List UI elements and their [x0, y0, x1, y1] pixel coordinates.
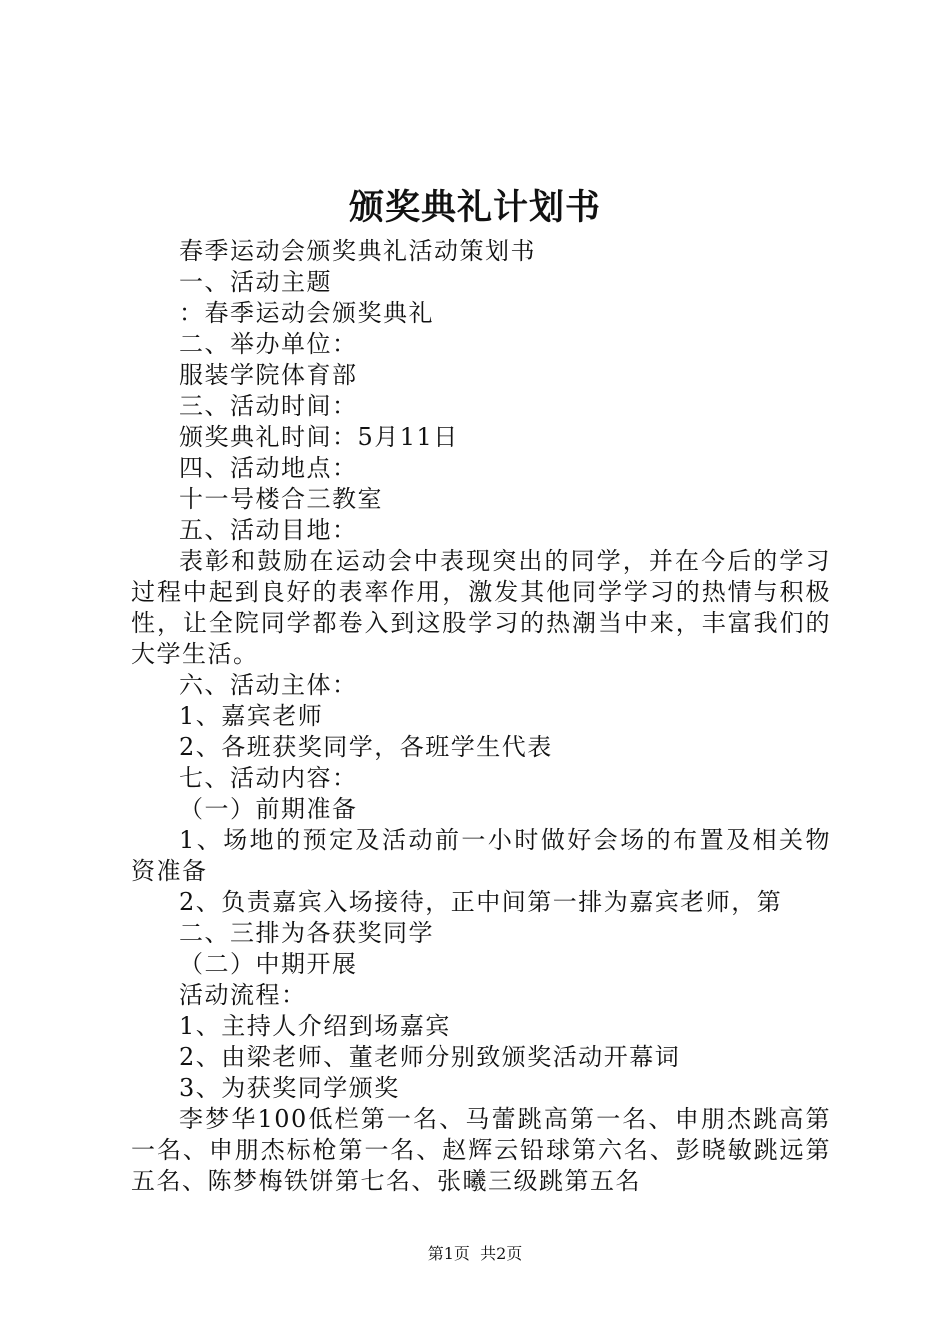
paragraph: 二、举办单位： [179, 330, 358, 358]
paragraph: 十一号楼合三教室 [179, 485, 383, 513]
paragraph: 1、嘉宾老师 [179, 702, 324, 730]
paragraph: 1、场地的预定及活动前一小时做好会场的布置及相关物资准备 [131, 826, 831, 885]
paragraph: 服装学院体育部 [179, 361, 358, 389]
paragraph: 三、活动时间： [179, 392, 358, 420]
paragraph: 3、为获奖同学颁奖 [179, 1074, 400, 1102]
page-footer [0, 1243, 950, 1265]
paragraph: 2、负责嘉宾入场接待，正中间第一排为嘉宾老师，第 [179, 888, 783, 916]
paragraph: 七、活动内容： [179, 764, 358, 792]
paragraph: 一、活动主题 [179, 268, 332, 296]
paragraph: 2、由梁老师、董老师分别致颁奖活动开幕词 [179, 1043, 681, 1071]
paragraph: 2、各班获奖同学，各班学生代表 [179, 733, 553, 761]
paragraph: （二）中期开展 [179, 950, 358, 978]
paragraph: （一）前期准备 [179, 795, 358, 823]
paragraph: 表彰和鼓励在运动会中表现突出的同学，并在今后的学习过程中起到良好的表率作用，激发其他同学学习的热情与积极性，让全院同学都卷入到这股学习的热潮当中来，丰富我们的大学生活。 [131, 547, 831, 668]
page-number-total: 共2页 [480, 1244, 523, 1263]
page-number-current: 第1页 [427, 1244, 470, 1263]
paragraph: 二、三排为各获奖同学 [179, 919, 434, 947]
paragraph: 春季运动会颁奖典礼活动策划书 [179, 237, 536, 265]
paragraph: 四、活动地点： [179, 454, 358, 482]
paragraph: ：春季运动会颁奖典礼 [179, 299, 434, 327]
document-body [131, 236, 831, 1197]
paragraph: 颁奖典礼时间：5月11日 [179, 423, 459, 451]
paragraph: 李梦华100低栏第一名、马蕾跳高第一名、申朋杰跳高第一名、申朋杰标枪第一名、赵辉云铅球第六名、彭晓敏跳远第五名、陈梦梅铁饼第七名、张曦三级跳第五名 [131, 1105, 831, 1195]
paragraph: 1、主持人介绍到场嘉宾 [179, 1012, 451, 1040]
document-title: 颁奖典礼计划书 [348, 187, 601, 228]
paragraph: 活动流程： [179, 981, 307, 1009]
paragraph: 六、活动主体： [179, 671, 358, 699]
paragraph: 五、活动目地： [179, 516, 358, 544]
